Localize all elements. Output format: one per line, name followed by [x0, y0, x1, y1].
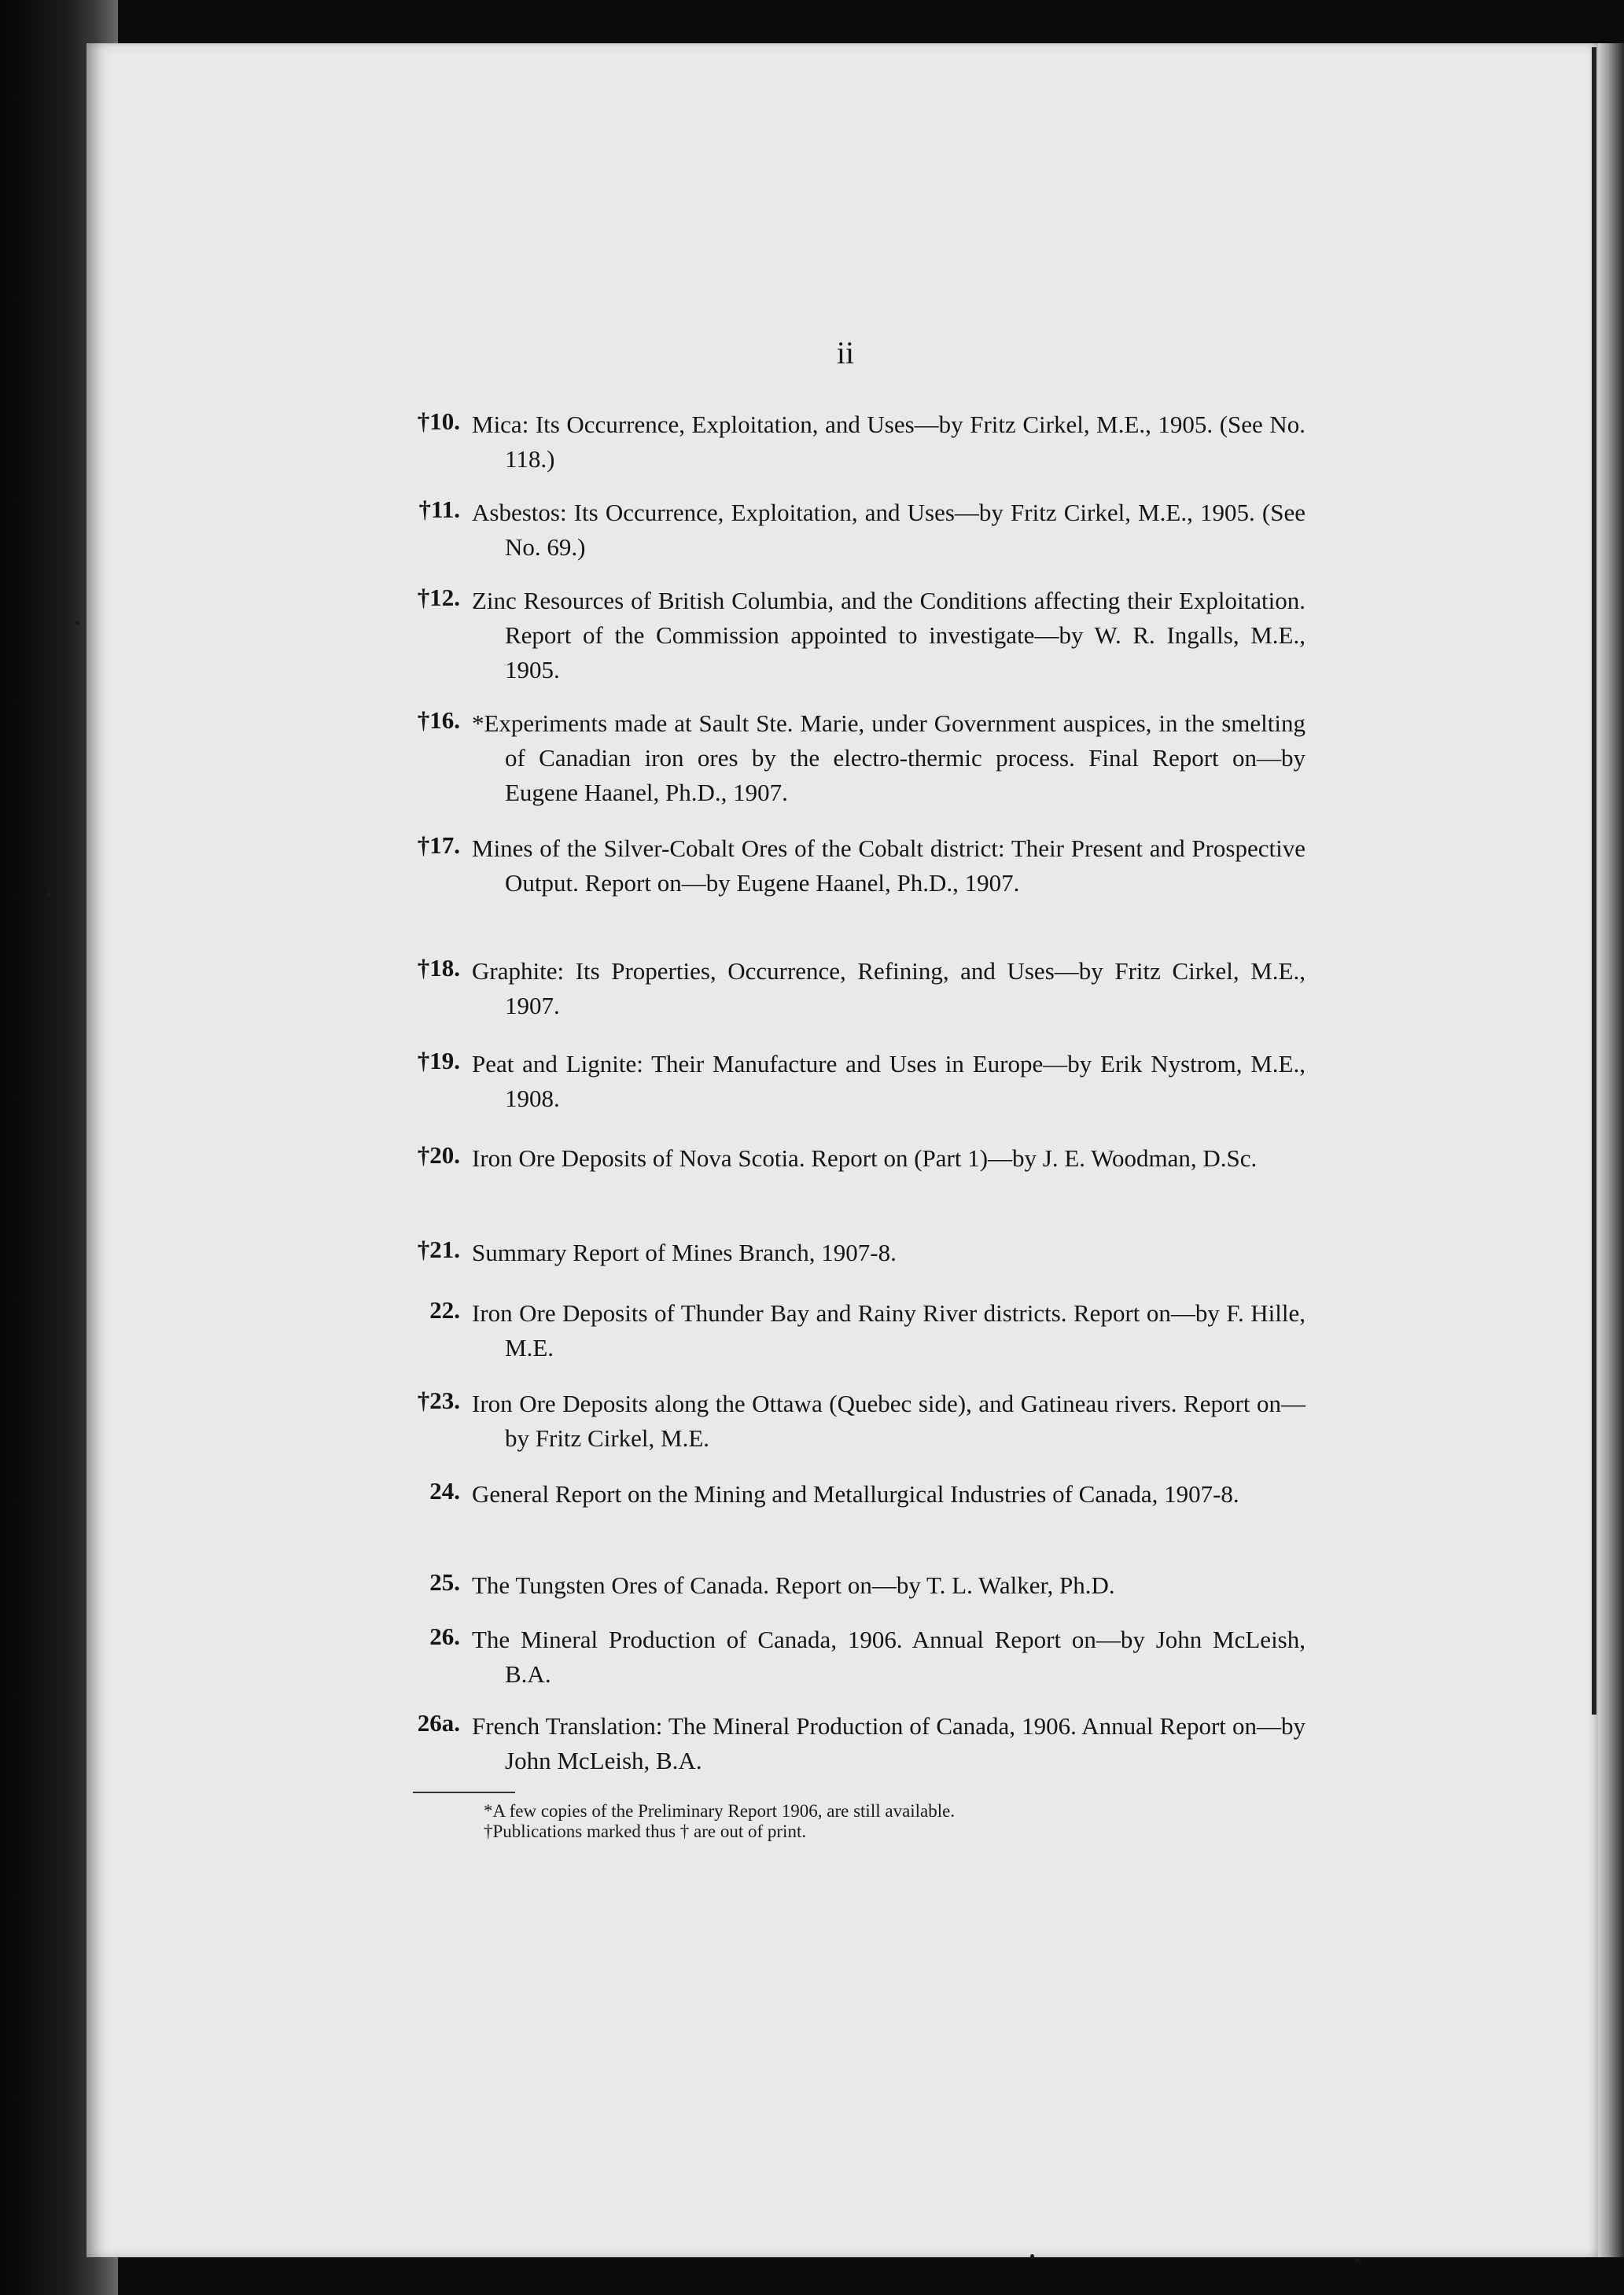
entry-text: The Mineral Production of Canada, 1906. Annual Report on—by John McLeish, B.A.: [472, 1626, 1305, 1688]
entry-text: Mica: Its Occurrence, Exploitation, and Uses—by Fritz Cirkel, M.E., 1905. (See No. 118.): [472, 411, 1305, 473]
scan-speck: [1030, 2254, 1034, 2259]
entry-number: 26.: [429, 1623, 460, 1650]
entry-text: *Experiments made at Sault Ste. Marie, under Government auspices, in the smelting of Canadian iron ores by the electro-thermic process. Final Report on—by Eugene Haanel, Ph.D., 1907.: [472, 709, 1305, 806]
footnote: †Publications marked thus † are out of print.: [484, 1822, 807, 1841]
page-number: ii: [836, 335, 855, 370]
entry-text: Asbestos: Its Occurrence, Exploitation, and Uses—by Fritz Cirkel, M.E., 1905. (See No. 69.): [472, 499, 1305, 561]
entry-text: Summary Report of Mines Branch, 1907-8.: [472, 1239, 897, 1266]
entry-text: General Report on the Mining and Metallurgical Industries of Canada, 1907-8.: [472, 1480, 1239, 1508]
page-edge-right: [1598, 43, 1624, 2257]
scan-speck: [75, 621, 79, 625]
entry-text: Iron Ore Deposits along the Ottawa (Quebec side), and Gatineau rivers. Report on—by Fritz Cirkel, M.E.: [472, 1390, 1305, 1452]
entry-number: 26a.: [417, 1709, 460, 1737]
entry-number: †20.: [417, 1141, 460, 1169]
footnote: *A few copies of the Preliminary Report 1906, are still available.: [484, 1801, 956, 1821]
entry-number: †17.: [417, 831, 460, 859]
footnote-rule: [413, 1792, 515, 1793]
entry-number: †18.: [417, 954, 460, 982]
entry-number: 24.: [429, 1477, 460, 1505]
entry-text: Iron Ore Deposits of Nova Scotia. Report on (Part 1)—by J. E. Woodman, D.Sc.: [472, 1144, 1258, 1172]
page-edge-line: [1592, 47, 1596, 1715]
footnotes: [484, 1801, 1191, 1842]
entry-number: 22.: [429, 1296, 460, 1324]
entry-text: Graphite: Its Properties, Occurrence, Refining, and Uses—by Fritz Cirkel, M.E., 1907.: [472, 957, 1305, 1019]
scan-speck: [47, 893, 52, 897]
entry-number: †19.: [417, 1047, 460, 1074]
entry-number: †16.: [417, 706, 460, 734]
entry-number: 25.: [429, 1568, 460, 1596]
scan-speck: [1355, 2258, 1360, 2263]
entry-text: French Translation: The Mineral Production of Canada, 1906. Annual Report on—by John McLeish, B.A.: [472, 1712, 1305, 1774]
entry-number: †23.: [417, 1387, 460, 1414]
entry-text: Peat and Lignite: Their Manufacture and Uses in Europe—by Erik Nystrom, M.E., 1908.: [472, 1050, 1305, 1112]
entry-text: Iron Ore Deposits of Thunder Bay and Rainy River districts. Report on—by F. Hille, M.E.: [472, 1299, 1305, 1361]
entry-number: †12.: [417, 584, 460, 611]
entry-number: †11.: [418, 495, 460, 523]
entry-number: †21.: [417, 1236, 460, 1263]
entry-text: Mines of the Silver-Cobalt Ores of the Cobalt district: Their Present and Prospective Output. Report on—by Eugene Haanel, Ph.D., 1907.: [472, 834, 1305, 897]
entry-text: Zinc Resources of British Columbia, and the Conditions affecting their Exploitation. Report of the Commission appointed to investigate—by W. R. Ingalls, M.E., 1905.: [472, 587, 1305, 683]
entry-text: The Tungsten Ores of Canada. Report on—by T. L. Walker, Ph.D.: [472, 1571, 1115, 1599]
entry-number: †10.: [417, 407, 460, 435]
